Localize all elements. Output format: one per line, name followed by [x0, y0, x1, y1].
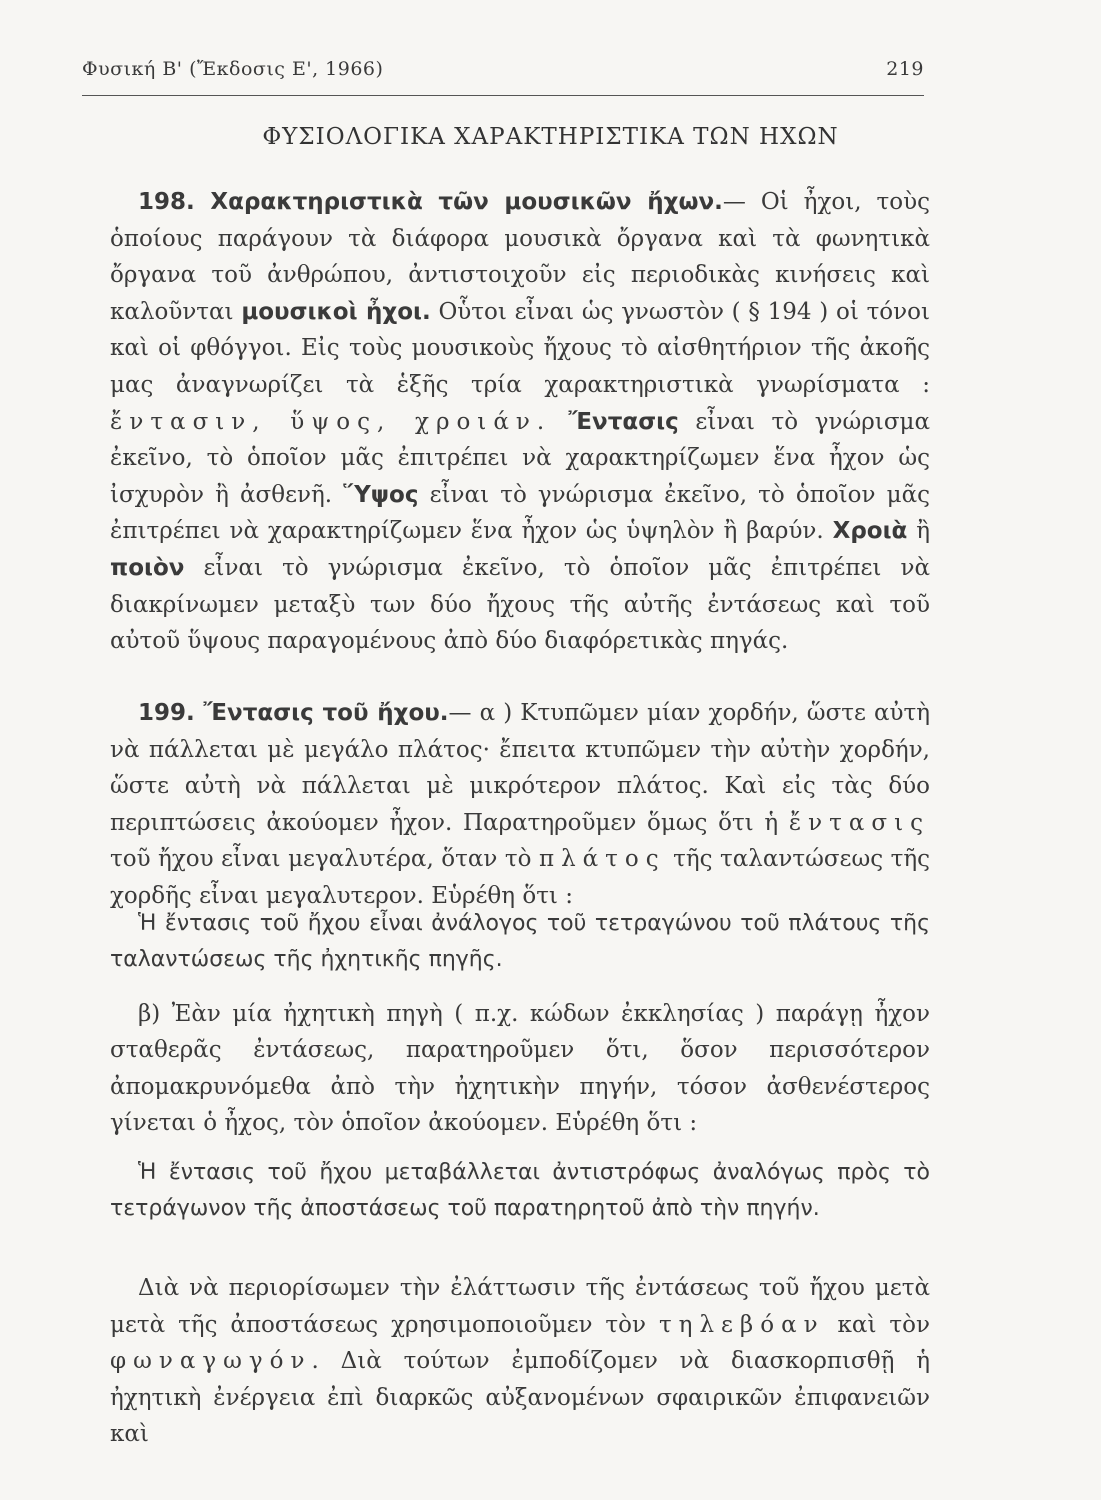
running-header — [82, 58, 924, 80]
section-198 — [110, 184, 930, 660]
term-speaking-tube: φωναγωγόν — [110, 1348, 312, 1375]
spaced-amplitude: πλάτος — [538, 846, 666, 873]
term-pitch: Ὕψος — [343, 481, 419, 508]
spaced-terms: ἔντασιν, ὕψος, χροιάν. — [110, 408, 552, 435]
term-quality: ποιὸν — [110, 554, 185, 581]
term-musical-sounds: μουσικοὶ ἦχοι. — [241, 298, 431, 325]
section-198-heading: 198. Χαρακτηριστικὰ τῶν μουσικῶν ἤχων. — [138, 189, 723, 215]
section-199-heading: 199. Ἔντασις τοῦ ἤχου. — [138, 700, 449, 726]
section-199 — [110, 672, 930, 938]
section-198-paragraph: 198. Χαρακτηριστικὰ τῶν μουσικῶν ἤχων.— Οἱ ἦχοι, τοὺς ὁποίους παράγουν τὰ διάφορα μουσικὰ ὄργανα καὶ τὰ φωνητικὰ ὄργανα τοῦ ἀνθρώπου, ἀντιστοιχοῦν εἰς περιοδικὰς κινήσεις καὶ καλοῦνται μουσικοὶ ἦχοι. Οὗτοι εἶναι ὡς γνωστὸν ( § 194 ) οἱ τόνοι καὶ οἱ φθόγγοι. Εἰς τοὺς μουσικοὺς ἤχους τὸ αἰσθητήριον τῆς ἀκοῆς μας ἀναγνωρίζει τὰ ἑξῆς τρία χαρακτηριστικὰ γνωρίσματα : ἔντασιν, ὕψος, χροιάν. Ἔντασις εἶναι τὸ γνώρισμα ἐκεῖνο, τὸ ὁποῖον μᾶς ἐπιτρέπει νὰ χαρακτηρίζωμεν ἕνα ἦχον ὡς ἰσχυρὸν ἢ ἀσθενῆ. Ὕψος εἶναι τὸ γνώρισμα ἐκεῖνο, τὸ ὁποῖον μᾶς ἐπιτρέπει νὰ χαρακτηρίζωμεν ἕνα ἦχον ὡς ὑψηλὸν ἢ βαρύν. Χροιὰ ἢ ποιὸν εἶναι τὸ γνώρισμα ἐκεῖνο, τὸ ὁποῖον μᾶς ἐπιτρέπει νὰ διακρίνωμεν μεταξὺ των δύο ἤχους τῆς αὐτῆς ἐντάσεως καὶ τοῦ αὐτοῦ ὕψους παραγομένους ἀπὸ δύο διαφόρετικὰς πηγάς. — [110, 189, 930, 655]
term-intensity: Ἔντασις — [551, 408, 679, 435]
term-timbre: Χροιὰ — [832, 518, 908, 545]
section-199-paragraph: 199. Ἔντασις τοῦ ἤχου.— α ) Κτυπῶμεν μίαν χορδήν, ὥστε αὐτὴ νὰ πάλλεται μὲ μεγάλο πλάτος· ἔπειτα κτυπῶμεν τὴν αὐτὴν χορδήν, ὥστε αὐτὴ νὰ πάλλεται μὲ μικρότερον πλάτος. Καὶ εἰς τὰς δύο περιπτώσεις ἀκούομεν ἦχον. Παρατηροῦμεν ὅμως ὅτι ἡ ἔντασις τοῦ ἤχου εἶναι μεγαλυτέρα, ὅταν τὸ πλάτος τῆς ταλαντώσεως τῆς χορδῆς εἶναι μεγαλυτερον. Εὑρέθη ὅτι : — [110, 700, 931, 909]
chapter-title: ΦΥΣΙΟΛΟΓΙΚΑ ΧΑΡΑΚΤΗΡΙΣΤΙΚΑ ΤΩΝ ΗΧΩΝ — [262, 124, 839, 150]
running-title: Φυσική Β' (Ἔκδοσις Ε', 1966) — [82, 58, 384, 80]
final-paragraph: Διὰ νὰ περιορίσωμεν τὴν ἐλάττωσιν τῆς ἐντάσεως τοῦ ἤχου μετὰ μετὰ τῆς ἀποστάσεως χρησιμοποιοῦμεν τὸν τηλεβόαν καὶ τὸν φωναγωγόν. Διὰ τούτων ἐμποδίζομεν νὰ διασκορπισθῇ ἡ ἠχητικὴ ἐνέργεια ἐπὶ διαρκῶς αὐξανομένων σφαιρικῶν ἐπιφανειῶν καὶ — [110, 1275, 930, 1448]
law-amplitude: Ἡ ἔντασις τοῦ ἤχου εἶναι ἀνάλογος τοῦ τετραγώνου τοῦ πλάτους τῆς ταλαντώσεως τῆς ἠχητικῆς πηγῆς. — [110, 911, 930, 972]
spaced-intensity: ἔντασις — [788, 809, 930, 836]
header-rule — [82, 95, 924, 96]
part-b-paragraph: β) Ἐὰν μία ἠχητικὴ πηγὴ ( π.χ. κώδων ἐκκλησίας ) παράγῃ ἦχον σταθερᾶς ἐντάσεως, παρατηροῦμεν ὅτι, ὅσον περισσότερον ἀπομακρυνόμεθα ἀπὸ τὴν ἠχητικὴν πηγήν, τόσον ἀσθενέστερος γίνεται ὁ ἦχος, τὸν ὁποῖον ἀκούομεν. Εὑρέθη ὅτι : — [110, 1001, 930, 1137]
law-inverse-square: Ἡ ἔντασις τοῦ ἤχου μεταβάλλεται ἀντιστρόφως ἀναλόγως πρὸς τὸ τετράγωνον τῆς ἀποστάσεως τοῦ παρατηρητοῦ ἀπὸ τὴν πηγήν. — [110, 1160, 930, 1221]
page-number: 219 — [886, 58, 924, 80]
term-megaphone: τηλεβόαν — [658, 1311, 825, 1338]
